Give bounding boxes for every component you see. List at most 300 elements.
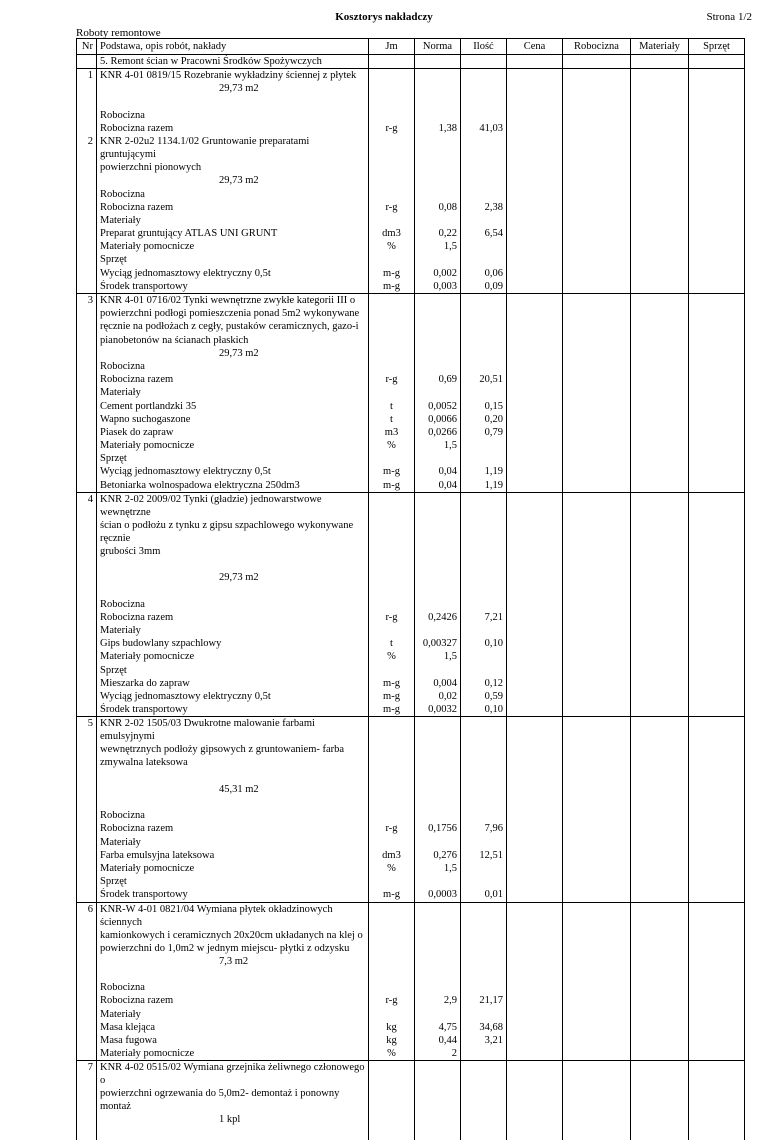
table-row	[77, 994, 745, 1007]
row-norma	[415, 809, 461, 822]
row-robocizna	[563, 347, 631, 360]
row-jm	[369, 942, 415, 955]
row-sprzet	[689, 929, 745, 942]
row-materialy	[631, 1034, 689, 1047]
row-robocizna	[563, 1021, 631, 1034]
row-materialy	[631, 519, 689, 545]
row-ilosc	[461, 386, 507, 399]
row-nr	[77, 188, 97, 201]
row-materialy	[631, 360, 689, 373]
col-nr: Nr	[77, 39, 97, 55]
row-cena	[507, 942, 563, 955]
row-sprzet	[689, 465, 745, 478]
row-cena	[507, 756, 563, 769]
row-jm: t	[369, 400, 415, 413]
row-robocizna	[563, 426, 631, 439]
row-materialy	[631, 161, 689, 174]
row-jm	[369, 756, 415, 769]
row-robocizna	[563, 598, 631, 611]
row-cena	[507, 400, 563, 413]
row-materialy	[631, 598, 689, 611]
row-ilosc	[461, 240, 507, 253]
row-materialy	[631, 849, 689, 862]
row-jm	[369, 82, 415, 95]
table-row	[77, 227, 745, 240]
row-desc: 29,73 m2	[97, 571, 369, 584]
row-robocizna	[563, 188, 631, 201]
table-row	[77, 783, 745, 796]
col-norma: Norma	[415, 39, 461, 55]
row-jm: m-g	[369, 677, 415, 690]
row-nr	[77, 1034, 97, 1047]
row-ilosc	[461, 1061, 507, 1088]
row-materialy	[631, 664, 689, 677]
table-row	[77, 253, 745, 266]
row-nr	[77, 360, 97, 373]
row-norma: 4,75	[415, 1021, 461, 1034]
row-norma: 1,5	[415, 862, 461, 875]
row-desc: 29,73 m2	[97, 347, 369, 360]
row-jm	[369, 545, 415, 558]
row-ilosc	[461, 307, 507, 320]
row-robocizna	[563, 703, 631, 717]
row-robocizna	[563, 981, 631, 994]
row-sprzet	[689, 968, 745, 981]
row-norma	[415, 942, 461, 955]
row-sprzet	[689, 201, 745, 214]
row-nr	[77, 584, 97, 597]
row-robocizna	[563, 201, 631, 214]
row-desc: Wapno suchogaszone	[97, 413, 369, 426]
row-robocizna	[563, 849, 631, 862]
row-robocizna	[563, 558, 631, 571]
table-row	[77, 320, 745, 333]
row-norma	[415, 1061, 461, 1088]
row-sprzet	[689, 347, 745, 360]
row-cena	[507, 1034, 563, 1047]
table-row	[77, 836, 745, 849]
row-nr	[77, 770, 97, 783]
row-jm	[369, 452, 415, 465]
row-robocizna	[563, 1034, 631, 1047]
table-row	[77, 1087, 745, 1113]
table-row	[77, 770, 745, 783]
table-row	[77, 109, 745, 122]
row-sprzet	[689, 1127, 745, 1140]
row-sprzet	[689, 703, 745, 717]
table-header	[77, 39, 745, 55]
row-ilosc	[461, 96, 507, 109]
row-robocizna	[563, 571, 631, 584]
row-nr: 5	[77, 717, 97, 744]
row-jm	[369, 1127, 415, 1140]
row-cena	[507, 862, 563, 875]
row-nr: 2	[77, 135, 97, 161]
row-jm	[369, 174, 415, 187]
row-norma	[415, 743, 461, 756]
row-robocizna	[563, 267, 631, 280]
row-sprzet	[689, 174, 745, 187]
row-materialy	[631, 796, 689, 809]
table-row	[77, 558, 745, 571]
row-jm	[369, 796, 415, 809]
row-norma	[415, 981, 461, 994]
row-ilosc: 2,38	[461, 201, 507, 214]
row-sprzet	[689, 717, 745, 744]
row-desc: 45,31 m2	[97, 783, 369, 796]
table-row	[77, 135, 745, 161]
row-desc: ręcznie na podłożach z cegły, pustaków ceramicznych, gazo-i	[97, 320, 369, 333]
row-materialy	[631, 400, 689, 413]
row-nr	[77, 334, 97, 347]
table-row	[77, 703, 745, 717]
row-norma: 2	[415, 1047, 461, 1061]
row-ilosc: 0,12	[461, 677, 507, 690]
row-jm: m-g	[369, 888, 415, 902]
row-desc: Sprzęt	[97, 452, 369, 465]
table-row	[77, 1061, 745, 1088]
row-sprzet	[689, 677, 745, 690]
table-row	[77, 307, 745, 320]
document-title: Kosztorys nakładczy	[335, 11, 433, 23]
row-robocizna	[563, 82, 631, 95]
row-nr	[77, 994, 97, 1007]
row-cena	[507, 598, 563, 611]
row-sprzet	[689, 492, 745, 519]
row-sprzet	[689, 400, 745, 413]
row-desc: Robocizna	[97, 981, 369, 994]
row-robocizna	[563, 545, 631, 558]
row-ilosc	[461, 664, 507, 677]
row-nr	[77, 571, 97, 584]
row-desc: KNR 2-02u2 1134.1/02 Gruntowanie preparatami gruntującymi	[97, 135, 369, 161]
row-robocizna	[563, 519, 631, 545]
row-robocizna	[563, 611, 631, 624]
row-nr	[77, 955, 97, 968]
row-cena	[507, 1113, 563, 1126]
row-jm: m-g	[369, 465, 415, 478]
row-materialy	[631, 1087, 689, 1113]
row-materialy	[631, 968, 689, 981]
row-sprzet	[689, 96, 745, 109]
row-ilosc: 12,51	[461, 849, 507, 862]
table-row	[77, 400, 745, 413]
table-row	[77, 439, 745, 452]
row-cena	[507, 253, 563, 266]
row-desc: Materiały	[97, 386, 369, 399]
row-nr	[77, 452, 97, 465]
row-robocizna	[563, 69, 631, 83]
row-desc: grubości 3mm	[97, 545, 369, 558]
row-norma	[415, 1087, 461, 1113]
row-sprzet	[689, 280, 745, 294]
table-row	[77, 69, 745, 83]
row-nr	[77, 1021, 97, 1034]
row-robocizna	[563, 929, 631, 942]
row-robocizna	[563, 227, 631, 240]
row-materialy	[631, 122, 689, 135]
row-nr	[77, 849, 97, 862]
row-cena	[507, 743, 563, 756]
row-robocizna	[563, 386, 631, 399]
row-sprzet	[689, 994, 745, 1007]
row-jm	[369, 320, 415, 333]
row-jm: %	[369, 1047, 415, 1061]
row-norma	[415, 598, 461, 611]
row-jm	[369, 69, 415, 83]
row-jm: r-g	[369, 994, 415, 1007]
row-cena	[507, 888, 563, 902]
row-robocizna	[563, 479, 631, 493]
row-sprzet	[689, 836, 745, 849]
row-cena	[507, 717, 563, 744]
row-robocizna	[563, 109, 631, 122]
row-sprzet	[689, 888, 745, 902]
row-materialy	[631, 1113, 689, 1126]
row-ilosc	[461, 545, 507, 558]
row-ilosc: 0,01	[461, 888, 507, 902]
row-desc: Farba emulsyjna lateksowa	[97, 849, 369, 862]
row-ilosc	[461, 783, 507, 796]
row-jm: t	[369, 413, 415, 426]
row-nr	[77, 1008, 97, 1021]
row-materialy	[631, 386, 689, 399]
row-nr	[77, 836, 97, 849]
row-jm	[369, 109, 415, 122]
row-desc: Robocizna razem	[97, 822, 369, 835]
row-cena	[507, 452, 563, 465]
row-norma: 0,44	[415, 1034, 461, 1047]
row-norma	[415, 836, 461, 849]
row-desc: Wyciąg jednomasztowy elektryczny 0,5t	[97, 690, 369, 703]
row-materialy	[631, 558, 689, 571]
row-jm	[369, 624, 415, 637]
row-materialy	[631, 492, 689, 519]
row-norma: 0,08	[415, 201, 461, 214]
table-row	[77, 1008, 745, 1021]
section-title: 5. Remont ścian w Pracowni Środków Spożywczych	[97, 55, 369, 69]
col-ilosc: Ilość	[461, 39, 507, 55]
table-row	[77, 822, 745, 835]
row-cena	[507, 836, 563, 849]
row-robocizna	[563, 1087, 631, 1113]
table-row	[77, 981, 745, 994]
row-ilosc: 0,06	[461, 267, 507, 280]
row-ilosc	[461, 836, 507, 849]
row-materialy	[631, 69, 689, 83]
row-nr: 3	[77, 294, 97, 308]
table-row	[77, 809, 745, 822]
row-cena	[507, 968, 563, 981]
row-robocizna	[563, 320, 631, 333]
row-norma: 0,00327	[415, 637, 461, 650]
row-ilosc	[461, 558, 507, 571]
row-norma	[415, 320, 461, 333]
row-ilosc	[461, 584, 507, 597]
row-sprzet	[689, 334, 745, 347]
row-robocizna	[563, 1008, 631, 1021]
row-desc: KNR 2-02 2009/02 Tynki (gładzie) jednowarstwowe wewnętrzne	[97, 492, 369, 519]
row-nr	[77, 386, 97, 399]
row-desc: zmywalna lateksowa	[97, 756, 369, 769]
row-robocizna	[563, 1127, 631, 1140]
row-jm	[369, 360, 415, 373]
row-cena	[507, 320, 563, 333]
row-nr	[77, 942, 97, 955]
row-jm	[369, 902, 415, 929]
row-ilosc	[461, 69, 507, 83]
row-cena	[507, 135, 563, 161]
row-cena	[507, 201, 563, 214]
row-cena	[507, 122, 563, 135]
row-sprzet	[689, 783, 745, 796]
row-ilosc	[461, 1127, 507, 1140]
row-ilosc	[461, 519, 507, 545]
row-jm	[369, 968, 415, 981]
row-materialy	[631, 373, 689, 386]
row-sprzet	[689, 69, 745, 83]
row-materialy	[631, 611, 689, 624]
row-robocizna	[563, 942, 631, 955]
row-materialy	[631, 465, 689, 478]
row-desc: Robocizna	[97, 598, 369, 611]
row-nr	[77, 465, 97, 478]
row-norma	[415, 664, 461, 677]
row-jm	[369, 188, 415, 201]
row-nr	[77, 664, 97, 677]
row-cena	[507, 267, 563, 280]
row-ilosc	[461, 214, 507, 227]
row-cena	[507, 664, 563, 677]
row-materialy	[631, 770, 689, 783]
row-robocizna	[563, 875, 631, 888]
table-row	[77, 690, 745, 703]
row-jm: m-g	[369, 280, 415, 294]
row-jm	[369, 307, 415, 320]
row-ilosc: 1,19	[461, 465, 507, 478]
row-ilosc: 0,79	[461, 426, 507, 439]
col-sprzet: Sprzęt	[689, 39, 745, 55]
table-row	[77, 201, 745, 214]
row-nr	[77, 479, 97, 493]
row-jm: m-g	[369, 703, 415, 717]
table-row	[77, 1034, 745, 1047]
row-materialy	[631, 875, 689, 888]
row-desc: KNR 4-02 0515/02 Wymiana grzejnika żeliwnego członowego o	[97, 1061, 369, 1088]
row-jm	[369, 929, 415, 942]
row-nr	[77, 650, 97, 663]
row-norma	[415, 1127, 461, 1140]
row-sprzet	[689, 902, 745, 929]
row-norma	[415, 334, 461, 347]
row-ilosc: 7,21	[461, 611, 507, 624]
row-norma: 0,2426	[415, 611, 461, 624]
row-desc	[97, 558, 369, 571]
row-desc: pianobetonów na ścianach płaskich	[97, 334, 369, 347]
row-desc: Robocizna razem	[97, 994, 369, 1007]
row-cena	[507, 1047, 563, 1061]
row-nr	[77, 756, 97, 769]
table-row	[77, 360, 745, 373]
row-cena	[507, 637, 563, 650]
table-row	[77, 347, 745, 360]
row-sprzet	[689, 981, 745, 994]
row-ilosc	[461, 439, 507, 452]
row-materialy	[631, 717, 689, 744]
table-row	[77, 1047, 745, 1061]
row-robocizna	[563, 96, 631, 109]
row-desc: Betoniarka wolnospadowa elektryczna 250dm3	[97, 479, 369, 493]
row-ilosc: 0,10	[461, 637, 507, 650]
row-nr	[77, 347, 97, 360]
col-desc: Podstawa, opis robót, nakłady	[97, 39, 369, 55]
table-row	[77, 280, 745, 294]
row-robocizna	[563, 836, 631, 849]
row-materialy	[631, 334, 689, 347]
row-desc	[97, 968, 369, 981]
row-cena	[507, 174, 563, 187]
row-sprzet	[689, 955, 745, 968]
row-norma: 0,004	[415, 677, 461, 690]
table-row	[77, 862, 745, 875]
row-ilosc	[461, 1113, 507, 1126]
row-sprzet	[689, 545, 745, 558]
row-jm	[369, 809, 415, 822]
row-robocizna	[563, 253, 631, 266]
row-cena	[507, 611, 563, 624]
row-ilosc: 6,54	[461, 227, 507, 240]
table-row	[77, 929, 745, 942]
row-materialy	[631, 677, 689, 690]
row-desc: Materiały pomocnicze	[97, 1047, 369, 1061]
row-materialy	[631, 1061, 689, 1088]
cost-estimate-table	[76, 38, 745, 1140]
row-cena	[507, 479, 563, 493]
row-nr	[77, 413, 97, 426]
row-norma	[415, 545, 461, 558]
row-robocizna	[563, 717, 631, 744]
row-robocizna	[563, 664, 631, 677]
row-jm: r-g	[369, 822, 415, 835]
row-sprzet	[689, 637, 745, 650]
row-cena	[507, 96, 563, 109]
row-nr	[77, 703, 97, 717]
row-cena	[507, 280, 563, 294]
row-cena	[507, 82, 563, 95]
row-sprzet	[689, 1113, 745, 1126]
table-row	[77, 942, 745, 955]
row-desc: 29,73 m2	[97, 174, 369, 187]
row-ilosc	[461, 743, 507, 756]
row-desc: Materiały	[97, 836, 369, 849]
row-ilosc: 1,19	[461, 479, 507, 493]
row-nr	[77, 373, 97, 386]
row-desc: KNR 4-01 0716/02 Tynki wewnętrzne zwykłe kategorii III o	[97, 294, 369, 308]
row-norma: 0,0066	[415, 413, 461, 426]
row-robocizna	[563, 783, 631, 796]
row-materialy	[631, 650, 689, 663]
row-ilosc	[461, 968, 507, 981]
row-desc: 29,73 m2	[97, 82, 369, 95]
row-norma	[415, 1113, 461, 1126]
row-desc: Wyciąg jednomasztowy elektryczny 0,5t	[97, 465, 369, 478]
row-desc: Środek transportowy	[97, 888, 369, 902]
row-cena	[507, 1008, 563, 1021]
row-sprzet	[689, 624, 745, 637]
row-materialy	[631, 822, 689, 835]
row-desc: Materiały	[97, 214, 369, 227]
table-row	[77, 796, 745, 809]
